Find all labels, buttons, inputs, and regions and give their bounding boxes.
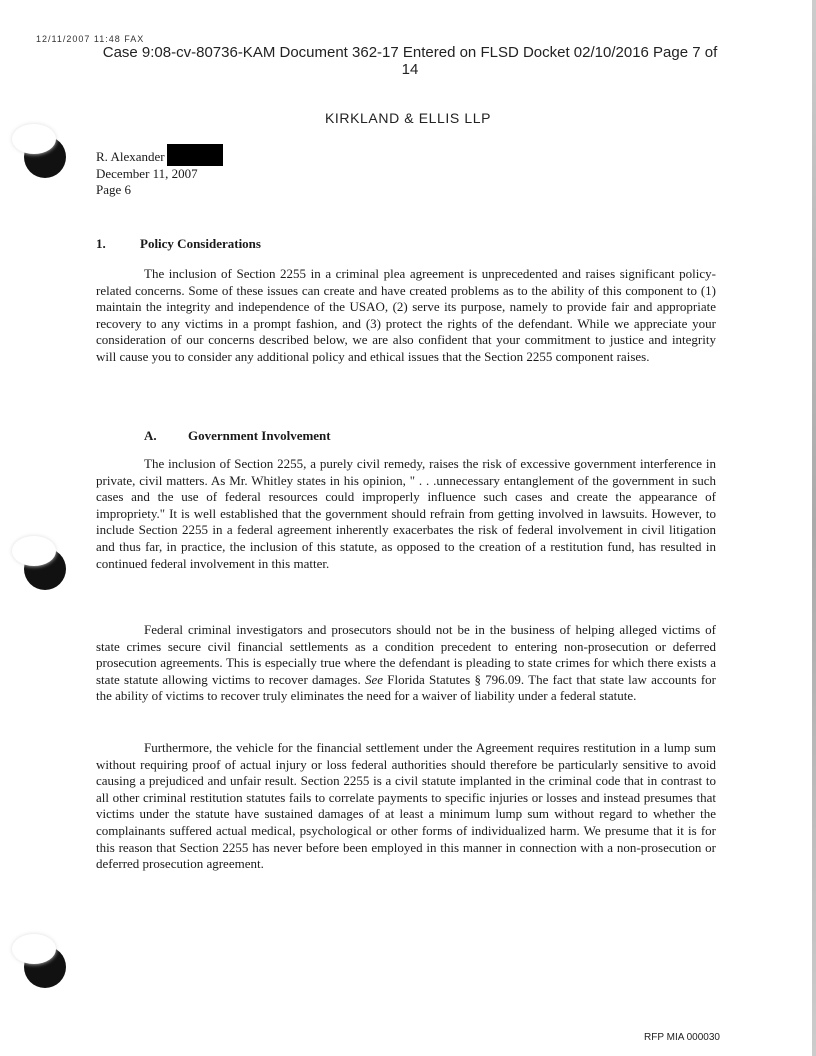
ecf-header-line-2: 14 (401, 61, 419, 78)
recipient-line (96, 144, 223, 166)
subsection-letter: A. (144, 428, 157, 443)
ecf-header-line-1: Case 9:08-cv-80736-KAM Document 362-17 Entered on FLSD Docket 02/10/2016 Page 7 of (102, 44, 718, 61)
fax-header-line: 12/11/2007 11:48 FAX (36, 34, 145, 44)
paragraph-text: Federal criminal investigators and prosecutors should not be in the business of helping alleged victims of state crimes secure civil financial settlements as a condition precedent to entering non-prosecution or deferred prosecution agreements. This is especially true where the defendant is pleading to state crimes for which there exists a state statute allowing victims to recover damages. (96, 622, 716, 687)
ecf-filing-header (60, 44, 760, 78)
punch-hole-icon (24, 136, 66, 178)
citation-text: Florida Statutes § 796.09. The fact that state law accounts for the ability of victims to recover truly eliminates the need for a waiver of liability under a federal statute. (96, 671, 716, 704)
subsection-title: Government Involvement (188, 428, 331, 443)
page-label: Page 6 (96, 182, 132, 197)
address-block (96, 144, 223, 198)
punch-hole-icon (24, 548, 66, 590)
firm-letterhead: KIRKLAND & ELLIS LLP (324, 110, 492, 126)
letter-date: December 11, 2007 (96, 166, 198, 181)
paragraph-government-involvement: The inclusion of Section 2255, a purely civil remedy, raises the risk of excessive government interference in private, civil matters. As Mr. Whitley states in his opinion, " . . .unnecessary entanglement of the government in such cases and the use of federal resources could improperly influence such cases and create the appearance of impropriety." It is well established that the government should refrain from getting involved in lawsuits. However, to include Section 2255 in a federal agreement inherently exacerbates the risk of federal involvement in civil litigation and thus far, in practice, the inclusion of this statute, as opposed to the creation of a restitution fund, has resulted in continued federal involvement in this matter. (96, 456, 716, 571)
section-title: Policy Considerations (140, 236, 261, 251)
section-heading (96, 236, 261, 252)
subsection-heading (144, 428, 331, 444)
recipient-name: R. Alexander (96, 149, 165, 164)
citation-signal: See (364, 671, 384, 687)
bates-number: RFP MIA 000030 (644, 1032, 720, 1043)
scan-edge (812, 0, 816, 1056)
punch-hole-icon (24, 946, 66, 988)
paragraph-policy: The inclusion of Section 2255 in a criminal plea agreement is unprecedented and raises significant policy-related concerns. Some of these issues can create and have created problems as to the ability of this component to (1) maintain the integrity and independence of the USAO, (2) serve its purpose, namely to provide fair and appropriate recovery to any victims in a prompt fashion, and (3) protect the rights of the defendant. While we appreciate your consideration of our concerns described below, we are also confident that your commitment to justice and integrity will cause you to consider any additional policy and ethical issues that the Section 2255 component raises. (96, 266, 716, 364)
paragraph-federal-investigators (96, 622, 716, 705)
section-number: 1. (96, 236, 106, 251)
redaction-box (167, 144, 223, 166)
paragraph-furthermore: Furthermore, the vehicle for the financial settlement under the Agreement requires restitution in a lump sum without requiring proof of actual injury or loss federal authorities should therefore be particularly sensitive to avoid causing a prejudiced and unfair result. Section 2255 is a civil statute implanted in the criminal code that in contrast to all other criminal restitution statutes fails to correlate payments to specific injuries or losses and instead presumes that victims under the statute have sustained damages of at least a minimum lump sum without regard to whether the complainants suffered actual medical, psychological or other forms of individualized harm. We presume that it is for this reason that Section 2255 has never before been employed in this manner in connection with a non-prosecution or deferred prosecution agreement. (96, 740, 716, 872)
